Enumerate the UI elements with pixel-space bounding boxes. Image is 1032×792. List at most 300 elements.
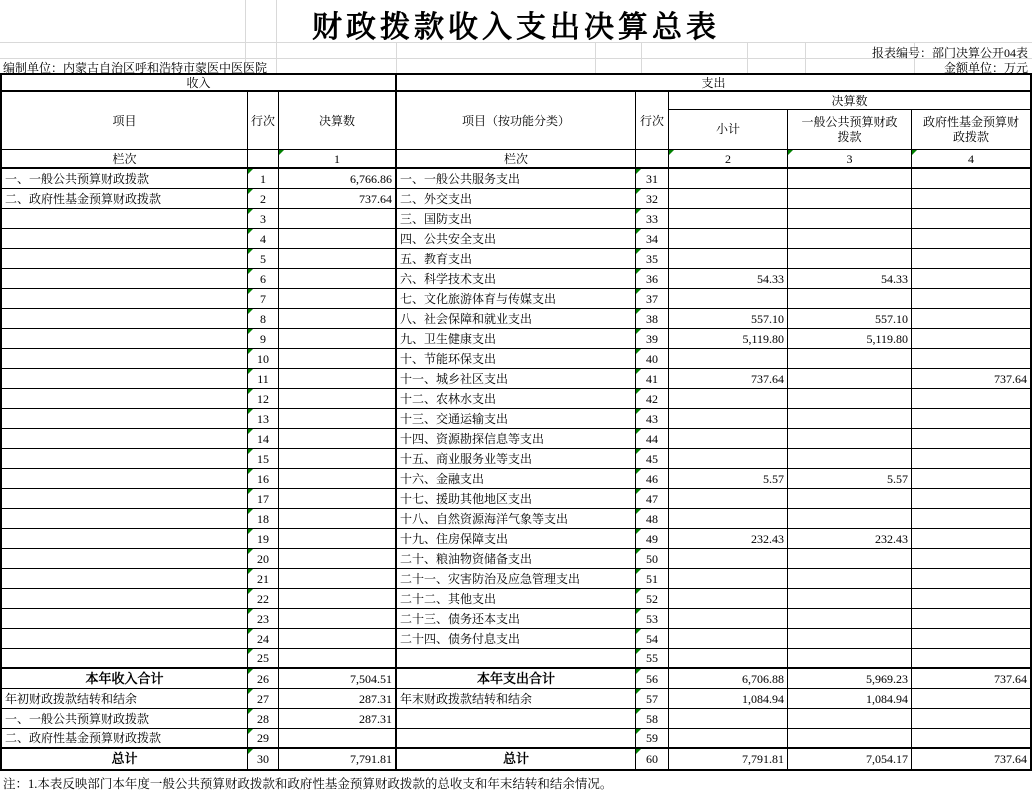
income-item-cell[interactable] (2, 309, 248, 329)
green-corner-icon (636, 609, 641, 614)
green-corner-icon (636, 729, 641, 734)
income-item-cell[interactable] (2, 229, 248, 249)
expense-fund-cell[interactable] (912, 169, 1030, 189)
expense-general-cell[interactable] (788, 449, 912, 469)
expense-general-cell[interactable]: 54.33 (788, 269, 912, 289)
lan-col-4[interactable] (912, 150, 1030, 169)
income-item-cell[interactable] (2, 489, 248, 509)
income-row-no-cell[interactable]: 17 (248, 489, 279, 509)
income-row-no-cell[interactable]: 9 (248, 329, 279, 349)
expense-fund-cell[interactable] (912, 229, 1030, 249)
income-row-no-cell[interactable]: 4 (248, 229, 279, 249)
expense-fund-cell[interactable] (912, 689, 1030, 709)
green-corner-icon (636, 529, 641, 534)
expense-general-cell[interactable]: 5,119.80 (788, 329, 912, 349)
expense-row-no-cell[interactable]: 45 (636, 449, 669, 469)
expense-subtotal-cell[interactable] (669, 429, 788, 449)
expense-item-cell[interactable]: 十六、金融支出 (397, 469, 636, 489)
income-item-cell[interactable] (2, 509, 248, 529)
expense-subtotal-cell[interactable]: 5.57 (669, 469, 788, 489)
green-corner-icon (248, 369, 253, 374)
income-row-no-cell[interactable]: 28 (248, 709, 279, 729)
expense-subtotal-cell[interactable] (669, 209, 788, 229)
income-amount-cell[interactable] (279, 269, 397, 289)
expense-fund-cell[interactable] (912, 389, 1030, 409)
expense-item-cell[interactable]: 本年支出合计 (397, 669, 636, 689)
expense-fund-cell[interactable] (912, 269, 1030, 289)
expense-item-cell[interactable]: 十五、商业服务业等支出 (397, 449, 636, 469)
expense-row-no-cell[interactable]: 51 (636, 569, 669, 589)
expense-general-cell[interactable] (788, 709, 912, 729)
income-amount-cell[interactable] (279, 389, 397, 409)
expense-subtotal-cell[interactable]: 5,119.80 (669, 329, 788, 349)
income-row-no-cell[interactable]: 30 (248, 749, 279, 769)
expense-general-cell[interactable]: 1,084.94 (788, 689, 912, 709)
expense-item-cell[interactable]: 十一、城乡社区支出 (397, 369, 636, 389)
income-row-no-cell[interactable]: 27 (248, 689, 279, 709)
expense-row-no-cell[interactable]: 50 (636, 549, 669, 569)
income-amount-cell[interactable] (279, 369, 397, 389)
expense-general-cell[interactable] (788, 369, 912, 389)
income-amount-cell[interactable] (279, 469, 397, 489)
green-corner-icon (636, 409, 641, 414)
income-row-no-cell[interactable]: 20 (248, 549, 279, 569)
income-amount-cell[interactable] (279, 729, 397, 749)
income-amount-cell[interactable] (279, 229, 397, 249)
income-amount-cell[interactable] (279, 629, 397, 649)
expense-subtotal-cell[interactable] (669, 389, 788, 409)
expense-general-cell[interactable] (788, 649, 912, 669)
income-amount-cell[interactable] (279, 529, 397, 549)
income-item-cell[interactable] (2, 629, 248, 649)
income-item-cell[interactable]: 总计 (2, 749, 248, 769)
expense-fund-cell[interactable] (912, 329, 1030, 349)
green-corner-icon (248, 229, 253, 234)
green-corner-icon (636, 509, 641, 514)
expense-row-no-cell[interactable]: 48 (636, 509, 669, 529)
expense-subtotal-cell[interactable] (669, 609, 788, 629)
green-corner-icon (248, 309, 253, 314)
income-section-header[interactable]: 收入 (2, 75, 397, 92)
expense-fund-cell[interactable]: 737.64 (912, 369, 1030, 389)
expense-fund-cell[interactable] (912, 349, 1030, 369)
income-item-cell[interactable] (2, 529, 248, 549)
expense-subtotal-cell[interactable]: 54.33 (669, 269, 788, 289)
expense-subtotal-cell[interactable] (669, 189, 788, 209)
green-corner-icon (636, 489, 641, 494)
expense-row-no-cell[interactable]: 46 (636, 469, 669, 489)
expense-fund-cell[interactable] (912, 549, 1030, 569)
header-amount[interactable]: 决算数 (279, 92, 397, 150)
income-amount-cell[interactable]: 6,766.86 (279, 169, 397, 189)
income-row-no-cell[interactable]: 25 (248, 649, 279, 669)
expense-item-cell[interactable]: 十三、交通运输支出 (397, 409, 636, 429)
expense-general-cell[interactable]: 557.10 (788, 309, 912, 329)
income-amount-cell[interactable] (279, 409, 397, 429)
expense-row-no-cell[interactable]: 60 (636, 749, 669, 769)
green-corner-icon (248, 289, 253, 294)
green-corner-icon (248, 569, 253, 574)
income-item-cell[interactable]: 二、政府性基金预算财政拨款 (2, 189, 248, 209)
expense-general-cell[interactable] (788, 249, 912, 269)
expense-general-cell[interactable]: 7,054.17 (788, 749, 912, 769)
green-corner-icon (248, 709, 253, 714)
expense-row-no-cell[interactable]: 41 (636, 369, 669, 389)
income-item-cell[interactable] (2, 549, 248, 569)
income-item-cell[interactable] (2, 449, 248, 469)
income-item-cell[interactable] (2, 269, 248, 289)
green-corner-icon (248, 529, 253, 534)
expense-subtotal-cell[interactable]: 7,791.81 (669, 749, 788, 769)
expense-item-cell[interactable]: 二十二、其他支出 (397, 589, 636, 609)
expense-subtotal-cell[interactable]: 1,084.94 (669, 689, 788, 709)
expense-fund-cell[interactable] (912, 209, 1030, 229)
expense-row-no-cell[interactable]: 37 (636, 289, 669, 309)
header-amount-2[interactable]: 决算数 (669, 92, 1030, 110)
expense-item-cell[interactable]: 二、外交支出 (397, 189, 636, 209)
expense-fund-cell[interactable] (912, 489, 1030, 509)
expense-item-cell[interactable] (397, 709, 636, 729)
income-item-cell[interactable] (2, 569, 248, 589)
income-item-cell[interactable] (2, 349, 248, 369)
lan-label-left[interactable]: 栏次 (2, 150, 248, 169)
income-row-no-cell[interactable]: 10 (248, 349, 279, 369)
expense-general-cell[interactable] (788, 389, 912, 409)
expense-subtotal-cell[interactable] (669, 649, 788, 669)
expense-general-cell[interactable] (788, 289, 912, 309)
income-item-cell[interactable] (2, 649, 248, 669)
green-corner-icon (248, 749, 253, 754)
expense-subtotal-cell[interactable] (669, 229, 788, 249)
green-corner-icon (636, 369, 641, 374)
header-general-budget[interactable]: 一般公共预算财政拨款 (788, 110, 912, 149)
top-band (0, 0, 1032, 73)
income-item-cell[interactable] (2, 209, 248, 229)
lan-empty-left[interactable] (248, 150, 279, 169)
expense-row-no-cell[interactable]: 39 (636, 329, 669, 349)
income-amount-cell[interactable] (279, 329, 397, 349)
income-amount-cell[interactable] (279, 589, 397, 609)
org-text: 编制单位：内蒙古自治区呼和浩特市蒙医中医医院 (3, 61, 268, 75)
expense-subtotal-cell[interactable] (669, 729, 788, 749)
expense-item-cell[interactable]: 十七、援助其他地区支出 (397, 489, 636, 509)
income-row-no-cell[interactable]: 11 (248, 369, 279, 389)
expense-fund-cell[interactable] (912, 249, 1030, 269)
expense-row-no-cell[interactable]: 54 (636, 629, 669, 649)
income-amount-cell[interactable] (279, 349, 397, 369)
income-amount-cell[interactable] (279, 209, 397, 229)
expense-fund-cell[interactable] (912, 409, 1030, 429)
income-item-cell[interactable]: 一、一般公共预算财政拨款 (2, 709, 248, 729)
expense-general-cell[interactable] (788, 729, 912, 749)
lan-col-value: 3 (846, 151, 853, 166)
unit-text: 金额单位：万元 (943, 61, 1028, 75)
expense-row-no-cell[interactable]: 44 (636, 429, 669, 449)
expense-fund-cell[interactable] (912, 709, 1030, 729)
expense-item-cell[interactable]: 二十一、灾害防治及应急管理支出 (397, 569, 636, 589)
header-item-function[interactable]: 项目（按功能分类） (397, 92, 636, 150)
income-item-cell[interactable]: 一、一般公共预算财政拨款 (2, 169, 248, 189)
income-item-cell[interactable] (2, 469, 248, 489)
income-row-no-cell[interactable]: 16 (248, 469, 279, 489)
green-corner-icon (636, 269, 641, 274)
expense-fund-cell[interactable] (912, 449, 1030, 469)
expense-subtotal-cell[interactable] (669, 549, 788, 569)
expense-fund-cell[interactable] (912, 509, 1030, 529)
expense-row-no-cell[interactable]: 42 (636, 389, 669, 409)
income-amount-cell[interactable] (279, 429, 397, 449)
expense-general-cell[interactable] (788, 609, 912, 629)
income-item-cell[interactable] (2, 589, 248, 609)
expense-subtotal-cell[interactable]: 557.10 (669, 309, 788, 329)
expense-subtotal-cell[interactable] (669, 289, 788, 309)
expense-item-cell[interactable]: 一、一般公共服务支出 (397, 169, 636, 189)
expense-subtotal-cell[interactable] (669, 589, 788, 609)
income-amount-cell[interactable]: 7,791.81 (279, 749, 397, 769)
income-row-no-cell[interactable]: 23 (248, 609, 279, 629)
income-amount-cell[interactable]: 737.64 (279, 189, 397, 209)
expense-fund-cell[interactable] (912, 309, 1030, 329)
expense-general-cell[interactable] (788, 629, 912, 649)
income-amount-cell[interactable] (279, 249, 397, 269)
green-corner-icon (636, 749, 641, 754)
expense-subtotal-cell[interactable]: 6,706.88 (669, 669, 788, 689)
income-row-no-cell[interactable]: 5 (248, 249, 279, 269)
green-corner-icon (636, 569, 641, 574)
income-item-cell[interactable]: 本年收入合计 (2, 669, 248, 689)
income-row-no-cell[interactable]: 1 (248, 169, 279, 189)
expense-item-cell[interactable]: 五、教育支出 (397, 249, 636, 269)
income-amount-cell[interactable] (279, 649, 397, 669)
income-row-no-cell[interactable]: 22 (248, 589, 279, 609)
lan-col-value: 1 (334, 151, 340, 166)
income-row-no-cell[interactable]: 7 (248, 289, 279, 309)
expense-item-cell[interactable]: 九、卫生健康支出 (397, 329, 636, 349)
income-row-no-cell[interactable]: 3 (248, 209, 279, 229)
header-govt-fund[interactable]: 政府性基金预算财政拨款 (922, 114, 1019, 144)
expense-subtotal-cell[interactable]: 232.43 (669, 529, 788, 549)
expense-fund-cell[interactable] (912, 629, 1030, 649)
expense-row-no-cell[interactable]: 52 (636, 589, 669, 609)
expense-row-no-cell[interactable]: 40 (636, 349, 669, 369)
expense-general-cell[interactable] (788, 189, 912, 209)
income-row-no-cell[interactable]: 19 (248, 529, 279, 549)
income-item-cell[interactable]: 二、政府性基金预算财政拨款 (2, 729, 248, 749)
expense-subtotal-cell[interactable] (669, 249, 788, 269)
expense-item-cell[interactable]: 二十、粮油物资储备支出 (397, 549, 636, 569)
income-item-cell[interactable] (2, 289, 248, 309)
income-row-no-cell[interactable]: 13 (248, 409, 279, 429)
expense-item-cell[interactable]: 十四、资源勘探信息等支出 (397, 429, 636, 449)
income-row-no-cell[interactable]: 8 (248, 309, 279, 329)
income-amount-cell[interactable] (279, 289, 397, 309)
expense-subtotal-cell[interactable] (669, 169, 788, 189)
expense-item-cell[interactable] (397, 729, 636, 749)
green-corner-icon (636, 169, 641, 174)
lan-label-right[interactable]: 栏次 (397, 150, 636, 169)
expense-general-cell[interactable]: 232.43 (788, 529, 912, 549)
expense-item-cell[interactable]: 总计 (397, 749, 636, 769)
green-corner-icon (248, 409, 253, 414)
expense-fund-cell[interactable] (912, 649, 1030, 669)
expense-subtotal-cell[interactable] (669, 629, 788, 649)
income-amount-cell[interactable]: 7,504.51 (279, 669, 397, 689)
expense-item-cell[interactable]: 三、国防支出 (397, 209, 636, 229)
income-row-no-cell[interactable]: 6 (248, 269, 279, 289)
income-row-no-cell[interactable]: 18 (248, 509, 279, 529)
page-title: 财政拨款收入支出决算总表 (312, 11, 720, 44)
expense-subtotal-cell[interactable] (669, 709, 788, 729)
expense-general-cell[interactable] (788, 209, 912, 229)
income-amount-cell[interactable] (279, 449, 397, 469)
expense-row-no-cell[interactable]: 32 (636, 189, 669, 209)
income-row-no-cell[interactable]: 29 (248, 729, 279, 749)
green-corner-icon (248, 589, 253, 594)
lan-col-2[interactable] (669, 150, 788, 169)
income-amount-cell[interactable] (279, 569, 397, 589)
expense-general-cell[interactable] (788, 169, 912, 189)
green-corner-icon (636, 249, 641, 254)
income-item-cell[interactable] (2, 609, 248, 629)
income-item-cell[interactable] (2, 429, 248, 449)
expense-general-cell[interactable] (788, 349, 912, 369)
expense-item-cell[interactable]: 二十三、债务还本支出 (397, 609, 636, 629)
header-row-no-2[interactable]: 行次 (636, 92, 669, 150)
income-item-cell[interactable]: 年初财政拨款结转和结余 (2, 689, 248, 709)
green-corner-icon (248, 669, 253, 674)
expense-item-cell[interactable]: 四、公共安全支出 (397, 229, 636, 249)
expense-fund-cell[interactable] (912, 589, 1030, 609)
green-corner-icon (248, 729, 253, 734)
income-item-cell[interactable] (2, 329, 248, 349)
header-row-no[interactable]: 行次 (248, 92, 279, 150)
green-corner-icon (248, 389, 253, 394)
expense-general-cell[interactable]: 5.57 (788, 469, 912, 489)
expense-row-no-cell[interactable]: 56 (636, 669, 669, 689)
expense-row-no-cell[interactable]: 53 (636, 609, 669, 629)
income-item-cell[interactable] (2, 249, 248, 269)
expense-item-cell[interactable]: 八、社会保障和就业支出 (397, 309, 636, 329)
expense-subtotal-cell[interactable] (669, 509, 788, 529)
income-amount-cell[interactable] (279, 549, 397, 569)
income-amount-cell[interactable]: 287.31 (279, 689, 397, 709)
expense-item-cell[interactable]: 七、文化旅游体育与传媒支出 (397, 289, 636, 309)
green-corner-icon (248, 489, 253, 494)
income-amount-cell[interactable]: 287.31 (279, 709, 397, 729)
income-amount-cell[interactable] (279, 609, 397, 629)
expense-fund-cell[interactable] (912, 729, 1030, 749)
expense-row-no-cell[interactable]: 59 (636, 729, 669, 749)
expense-row-no-cell[interactable]: 57 (636, 689, 669, 709)
expense-row-no-cell[interactable]: 35 (636, 249, 669, 269)
expense-fund-cell[interactable] (912, 469, 1030, 489)
expense-item-cell[interactable]: 年末财政拨款结转和结余 (397, 689, 636, 709)
header-subtotal[interactable]: 小计 (669, 110, 788, 149)
income-row-no-cell[interactable]: 21 (248, 569, 279, 589)
expense-fund-cell[interactable] (912, 529, 1030, 549)
expense-subtotal-cell[interactable] (669, 569, 788, 589)
expense-fund-cell[interactable] (912, 609, 1030, 629)
expense-fund-cell[interactable] (912, 569, 1030, 589)
income-item-cell[interactable] (2, 409, 248, 429)
expense-item-cell[interactable] (397, 649, 636, 669)
green-corner-icon (788, 150, 793, 155)
expense-general-cell[interactable]: 5,969.23 (788, 669, 912, 689)
expense-fund-cell[interactable] (912, 429, 1030, 449)
expense-subtotal-cell[interactable] (669, 489, 788, 509)
income-amount-cell[interactable] (279, 509, 397, 529)
expense-section-header[interactable]: 支出 (397, 75, 1030, 92)
expense-general-cell[interactable] (788, 229, 912, 249)
expense-fund-cell[interactable]: 737.64 (994, 752, 1027, 766)
income-row-no-cell[interactable]: 12 (248, 389, 279, 409)
expense-general-cell[interactable] (788, 569, 912, 589)
expense-general-cell[interactable] (788, 509, 912, 529)
green-corner-icon (636, 329, 641, 334)
expense-row-no-cell[interactable]: 49 (636, 529, 669, 549)
expense-row-no-cell[interactable]: 33 (636, 209, 669, 229)
header-item[interactable]: 项目 (2, 92, 248, 150)
lan-col-1[interactable] (279, 150, 397, 169)
expense-general-cell[interactable] (788, 589, 912, 609)
expense-item-cell[interactable]: 十八、自然资源海洋气象等支出 (397, 509, 636, 529)
green-corner-icon (636, 649, 641, 654)
income-row-no-cell[interactable]: 24 (248, 629, 279, 649)
green-corner-icon (248, 629, 253, 634)
expense-item-cell[interactable]: 十二、农林水支出 (397, 389, 636, 409)
expense-subtotal-cell[interactable] (669, 349, 788, 369)
green-corner-icon (636, 669, 641, 674)
expense-fund-cell[interactable] (912, 189, 1030, 209)
income-item-cell[interactable] (2, 369, 248, 389)
expense-row-no-cell[interactable]: 31 (636, 169, 669, 189)
green-corner-icon (248, 209, 253, 214)
income-amount-cell[interactable] (279, 489, 397, 509)
expense-row-no-cell[interactable]: 36 (636, 269, 669, 289)
expense-item-cell[interactable]: 十、节能环保支出 (397, 349, 636, 369)
expense-row-no-cell[interactable]: 58 (636, 709, 669, 729)
expense-row-no-cell[interactable]: 47 (636, 489, 669, 509)
expense-fund-cell[interactable] (912, 289, 1030, 309)
income-row-no-cell[interactable]: 2 (248, 189, 279, 209)
expense-item-cell[interactable]: 十九、住房保障支出 (397, 529, 636, 549)
income-row-no-cell[interactable]: 15 (248, 449, 279, 469)
income-row-no-cell[interactable]: 14 (248, 429, 279, 449)
expense-row-no-cell[interactable]: 55 (636, 649, 669, 669)
income-amount-cell[interactable] (279, 309, 397, 329)
lan-col-3[interactable] (788, 150, 912, 169)
expense-subtotal-cell[interactable] (669, 409, 788, 429)
expense-general-cell[interactable] (788, 549, 912, 569)
expense-general-cell[interactable] (788, 409, 912, 429)
expense-row-no-cell[interactable]: 43 (636, 409, 669, 429)
green-corner-icon (248, 189, 253, 194)
expense-fund-cell[interactable]: 737.64 (912, 669, 1030, 689)
green-corner-icon (636, 289, 641, 294)
expense-row-no-cell[interactable]: 38 (636, 309, 669, 329)
lan-empty-right[interactable] (636, 150, 669, 169)
income-row-no-cell[interactable]: 26 (248, 669, 279, 689)
expense-item-cell[interactable]: 六、科学技术支出 (397, 269, 636, 289)
expense-item-cell[interactable]: 二十四、债务付息支出 (397, 629, 636, 649)
green-corner-icon (636, 209, 641, 214)
expense-row-no-cell[interactable]: 34 (636, 229, 669, 249)
expense-general-cell[interactable] (788, 429, 912, 449)
expense-general-cell[interactable] (788, 489, 912, 509)
expense-subtotal-cell[interactable] (669, 449, 788, 469)
expense-subtotal-cell[interactable]: 737.64 (669, 369, 788, 389)
income-item-cell[interactable] (2, 389, 248, 409)
